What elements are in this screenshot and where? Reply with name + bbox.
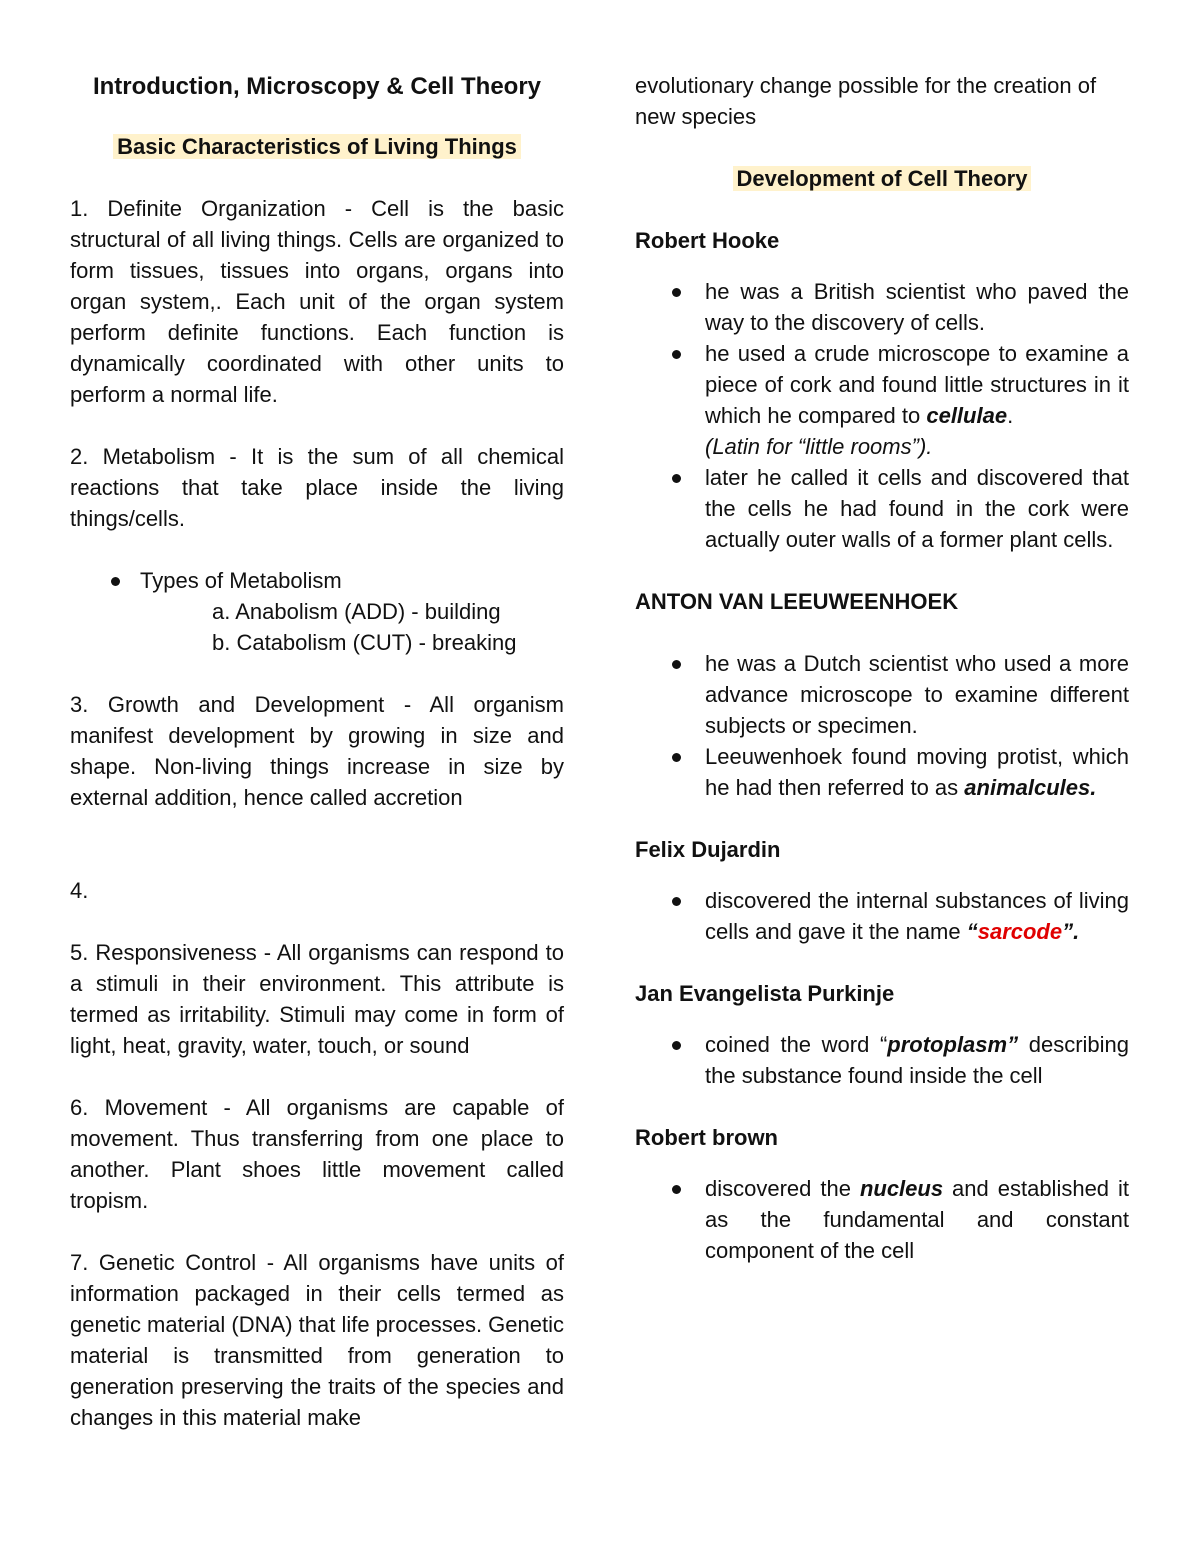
- list-item: later he called it cells and discovered that the cells he had found in the cork were actually outer walls of a former plant cells.: [635, 462, 1129, 555]
- anabolism-item: a. Anabolism (ADD) - building: [212, 599, 501, 624]
- characteristic-4: 4.: [70, 878, 89, 903]
- term-protoplasm: protoplasm”: [887, 1032, 1019, 1057]
- list-item: Leeuwenhoek found moving protist, which he had then referred to as animalcules.: [635, 741, 1129, 803]
- scientist-name-hooke: Robert Hooke: [635, 228, 780, 253]
- document-title: Introduction, Microscopy & Cell Theory: [92, 73, 542, 100]
- term-sarcode: sarcode: [977, 919, 1063, 944]
- catabolism-item: b. Catabolism (CUT) - breaking: [212, 630, 517, 655]
- right-column: [635, 70, 1129, 1266]
- characteristic-3: 3. Growth and Development - All organism manifest development by growing in size and shape. Non-living things increase in size by external addition, hence called accretion: [70, 692, 564, 810]
- leeuwenhoek-list: [635, 648, 1129, 803]
- list-item: discovered the internal substances of living cells and gave it the name “sarcode”.: [635, 885, 1129, 947]
- characteristic-7: 7. Genetic Control - All organisms have units of information packaged in their cells termed as genetic material (DNA) that life processes. Genetic material is transmitted from generation to generation preserving the traits of the species and changes in this material make: [70, 1250, 564, 1430]
- scientist-name-purkinje: Jan Evangelista Purkinje: [635, 981, 895, 1006]
- term-nucleus: nucleus: [859, 1176, 944, 1201]
- metabolism-types-label: Types of Metabolism: [70, 565, 564, 596]
- list-item: he was a British scientist who paved the way to the discovery of cells.: [635, 276, 1129, 338]
- characteristic-6: 6. Movement - All organisms are capable of movement. Thus transferring from one place to another. Plant shoes little movement called tropism.: [70, 1095, 564, 1213]
- brown-list: [635, 1173, 1129, 1266]
- dujardin-list: [635, 885, 1129, 947]
- hooke-list: [635, 276, 1129, 555]
- scientist-name-brown: Robert brown: [635, 1125, 778, 1150]
- characteristic-5: 5. Responsiveness - All organisms can respond to a stimuli in their environment. This attribute is termed as irritability. Stimuli may come in form of light, heat, gravity, water, touch, or sound: [70, 940, 564, 1058]
- characteristic-2: 2. Metabolism - It is the sum of all chemical reactions that take place inside the living things/cells.: [70, 444, 564, 531]
- section-heading-basic-characteristics: Basic Characteristics of Living Things: [70, 131, 564, 162]
- list-item: he was a Dutch scientist who used a more advance microscope to examine different subjects or specimen.: [635, 648, 1129, 741]
- list-item: discovered the nucleus and established it as the fundamental and constant component of the cell: [635, 1173, 1129, 1266]
- scientist-name-dujardin: Felix Dujardin: [635, 837, 781, 862]
- metabolism-types-list: [70, 565, 564, 596]
- characteristic-1: 1. Definite Organization - Cell is the basic structural of all living things. Cells are organized to form tissues, tissues into organs, organs into organ system,. Each unit of the organ system perform definite functions. Each function is dynamically coordinated with other units to perform a normal life.: [70, 196, 564, 407]
- left-column: [70, 70, 564, 1433]
- term-animalcules: animalcules.: [964, 775, 1097, 800]
- scientist-name-leeuwenhoek: ANTON VAN LEEUWEENHOEK: [635, 589, 959, 614]
- latin-note: (Latin for “little rooms”).: [705, 434, 933, 459]
- term-cellulae: cellulae: [926, 403, 1008, 428]
- purkinje-list: [635, 1029, 1129, 1091]
- section-heading-cell-theory: Development of Cell Theory: [635, 163, 1129, 194]
- list-item: he used a crude microscope to examine a piece of cork and found little structures in it which he compared to cellulae. (Latin for “little rooms”).: [635, 338, 1129, 462]
- list-item: coined the word “protoplasm” describing the substance found inside the cell: [635, 1029, 1129, 1091]
- continuation-text: evolutionary change possible for the creation of new species: [635, 73, 1097, 129]
